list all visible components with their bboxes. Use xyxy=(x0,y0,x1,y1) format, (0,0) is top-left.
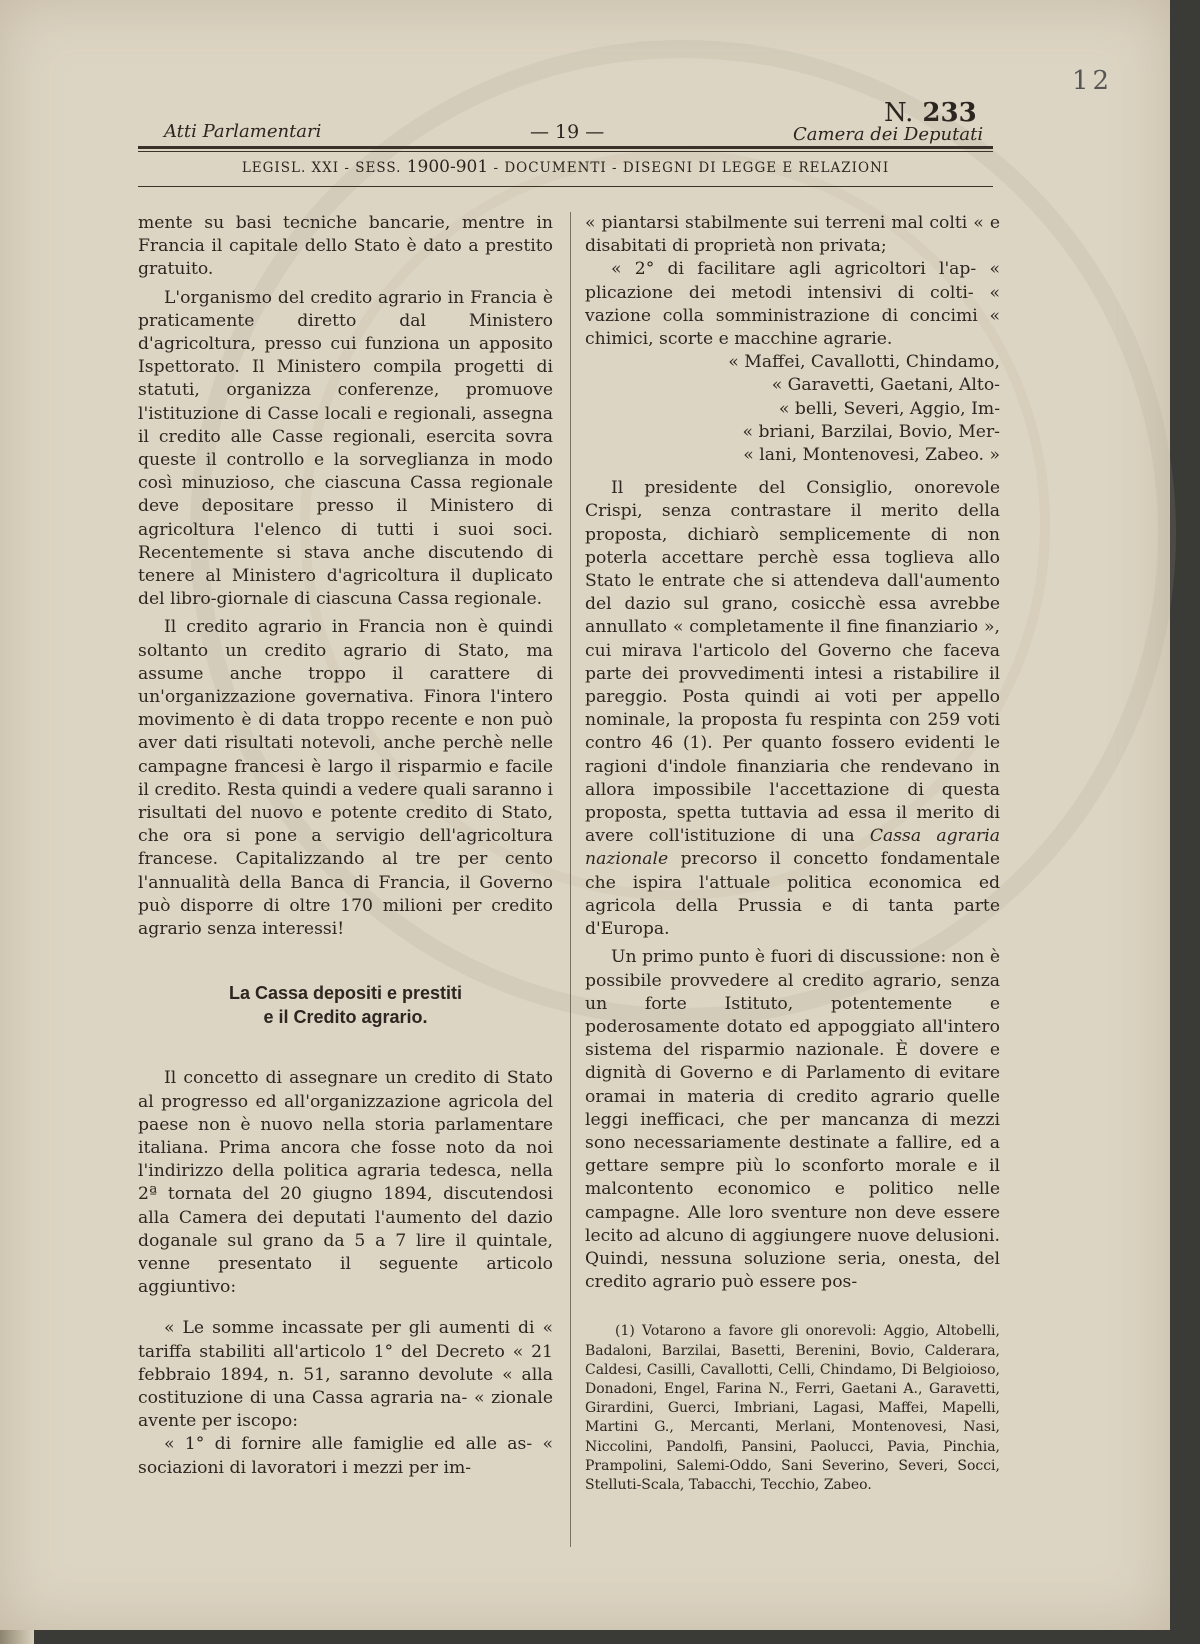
quoted-article: « 1° di fornire alle famiglie ed alle as- « sociazioni di lavoratori i mezzi per im- xyxy=(138,1434,553,1478)
header-rule-thick xyxy=(138,146,993,149)
left-column xyxy=(138,212,553,1480)
signatory-line: « Maffei, Cavallotti, Chindamo, xyxy=(728,352,1000,373)
paragraph-text: Il presidente del Consiglio, onorevole Crispi, senza contrastare il merito della proposta, dichiarò semplicemente di non poterla accettare perchè essa toglieva allo Stato le entrate che si attendeva dall'aumento del dazio sul grano, cosicchè essa avrebbe annullato « completamente il fine finanziario », cui mirava l'articolo del Governo che faceva parte dei provvedimenti intesi a ristabilire il pareggio. Posta quindi ai voti per appello nominale, la proposta fu respinta con 259 voti contro 46 (1). Per quanto fossero evidenti le ragioni d'indole finanziaria che rendevano in allora impossibile l'accettazione di questa proposta, spetta tuttavia ad essa il merito di avere coll'istituzione di una xyxy=(585,478,1000,847)
paragraph: Un primo punto è fuori di discussione: non è possibile provvedere al credito agrario, senza un forte Istituto, potentemente e poderosamente dotato ed appoggiato all'intero sistema del risparmio nazionale. È dovere e dignità di Governo e di Parlamento di evitare oramai in materia di credito agrario quelle leggi inefficaci, che per mancanza di mezzi sono necessariamente destinate a fallire, ed a gettare sempre più lo sconforto morale e il malcontento economico e politico nelle campagne. Alle loro sventure non deve essere lecito ad alcuno di aggiungere nuove delusioni. Quindi, nessuna soluzione seria, onesta, del credito agrario può essere pos- xyxy=(585,947,1000,1293)
signatory-line: « lani, Montenovesi, Zabeo. » xyxy=(743,445,1000,466)
handwritten-page-number: 12 xyxy=(1072,66,1114,96)
footnote: (1) Votarono a favore gli onorevoli: Aggio, Altobelli, Badaloni, Barzilai, Basetti, Berenini, Bovio, Calderara, Caldesi, Casilli, Cavallotti, Celli, Chindamo, Di Belgioioso, Donadoni, Engel, Farina N., Ferri, Gaetani A., Garavetti, Girardini, Guerci, Imbriani, Lagasi, Maffei, Mapelli, Martini G., Mercanti, Merlani, Montenovesi, Nasi, Niccolini, Pandolfi, Pansini, Paolucci, Pavia, Pinchia, Prampolini, Salemi-Oddo, Sani Severino, Severi, Socci, Stelluti-Scala, Tabacchi, Tecchio, Zabeo. xyxy=(585,1323,1000,1493)
document-number-prefix: N. xyxy=(884,98,914,128)
quoted-article: « Le somme incassate per gli aumenti di « tariffa stabiliti all'articolo 1° del Decreto « 21 febbraio 1894, n. 51, saranno devolute « alla costituzione di una Cassa agraria na- « zionale avente per iscopo: xyxy=(138,1318,553,1432)
header-rule-bottom xyxy=(138,186,993,187)
paragraph: mente su basi tecniche bancarie, mentre in Francia il capitale dello Stato è dato a prestito gratuito. xyxy=(138,213,553,280)
header-left-title: Atti Parlamentari xyxy=(164,121,322,142)
signatory-line: « briani, Barzilai, Bovio, Mer- xyxy=(742,421,1000,442)
section-heading xyxy=(138,981,553,1029)
header-rule-thin xyxy=(138,151,993,152)
signatory-line: « Garavetti, Gaetani, Alto- xyxy=(771,375,1000,396)
quoted-article: « piantarsi stabilmente sui terreni mal colti « e disabitati di proprietà non privata; xyxy=(585,213,1000,257)
paragraph: Il concetto di assegnare un credito di Stato al progresso ed all'organizzazione agricola del paese non è nuovo nella storia parlamentare italiana. Prima ancora che fosse noto da noi l'indirizzo della politica agraria tedesca, nella 2ª tornata del 20 giugno 1894, discutendosi alla Camera dei deputati l'aumento del dazio doganale sul grano da 5 a 7 lire il quintale, venne presentato il seguente articolo aggiuntivo: xyxy=(138,1068,553,1298)
subtitle-years: 1900-901 xyxy=(406,157,489,177)
paragraph-text: precorso il concetto fondamentale che ispira l'attuale politica economica ed agricola della Prussia e di tanta parte d'Europa. xyxy=(585,849,1000,940)
header-right-title: Camera dei Deputati xyxy=(793,124,984,145)
paragraph: Il credito agrario in Francia non è quindi soltanto un credito agrario di Stato, ma assume anche troppo il carattere di un'organizzazione governativa. Finora l'intero movimento è di data troppo recente e non può aver dati risultati notevoli, anche perchè nelle campagne francesi è largo il risparmio e facile il credito. Resta quindi a vedere quali saranno i risultati del nuovo e potente credito di Stato, che ora si pone a servigio dell'agricoltura francese. Capitalizzando al tre per cento l'annualità della Banca di Francia, il Governo può disporre di oltre 170 milioni per credito agrario senza interessi! xyxy=(138,617,553,940)
section-heading-line: e il Credito agrario. xyxy=(263,1007,428,1028)
subtitle-documents: - DOCUMENTI - DISEGNI DI LEGGE E RELAZIONI xyxy=(493,160,890,176)
quoted-article: « 2° di facilitare agli agricoltori l'ap- « plicazione dei metodi intensivi di colti- « vazione colla somministrazione di concimi « chimici, scorte e macchine agrarie. xyxy=(585,259,1000,350)
paragraph xyxy=(585,477,1000,941)
header-page-number: — 19 — xyxy=(530,121,605,143)
paragraph: L'organismo del credito agrario in Francia è praticamente diretto dal Ministero d'agricoltura, presso cui funziona un apposito Ispettorato. Il Ministero compila progetti di statuti, organizza conferenze, promuove l'istituzione di Casse locali e regionali, assegna il credito alle Casse regionali, esercita sovra queste il controllo e la sorveglianza in modo così minuzioso, che ciascuna Cassa regionale deve depositare presso il Ministero di agricoltura l'elenco di tutti i suoi soci. Recentemente si stava anche discutendo di tenere al Ministero d'agricoltura il duplicato del libro-giornale di ciascuna Cassa regionale. xyxy=(138,287,553,610)
column-divider xyxy=(570,212,571,1547)
section-heading-line: La Cassa depositi e prestiti xyxy=(228,983,463,1004)
signatories xyxy=(585,351,1000,467)
subtitle-legislature: LEGISL. XXI - SESS. xyxy=(241,160,402,176)
document-number-value: 233 xyxy=(922,98,977,128)
right-column xyxy=(585,212,1000,1495)
italic-term: Cassa agraria nazionale xyxy=(585,826,1001,870)
signatory-line: « belli, Severi, Aggio, Im- xyxy=(778,398,1000,419)
header-subtitle xyxy=(138,157,993,177)
